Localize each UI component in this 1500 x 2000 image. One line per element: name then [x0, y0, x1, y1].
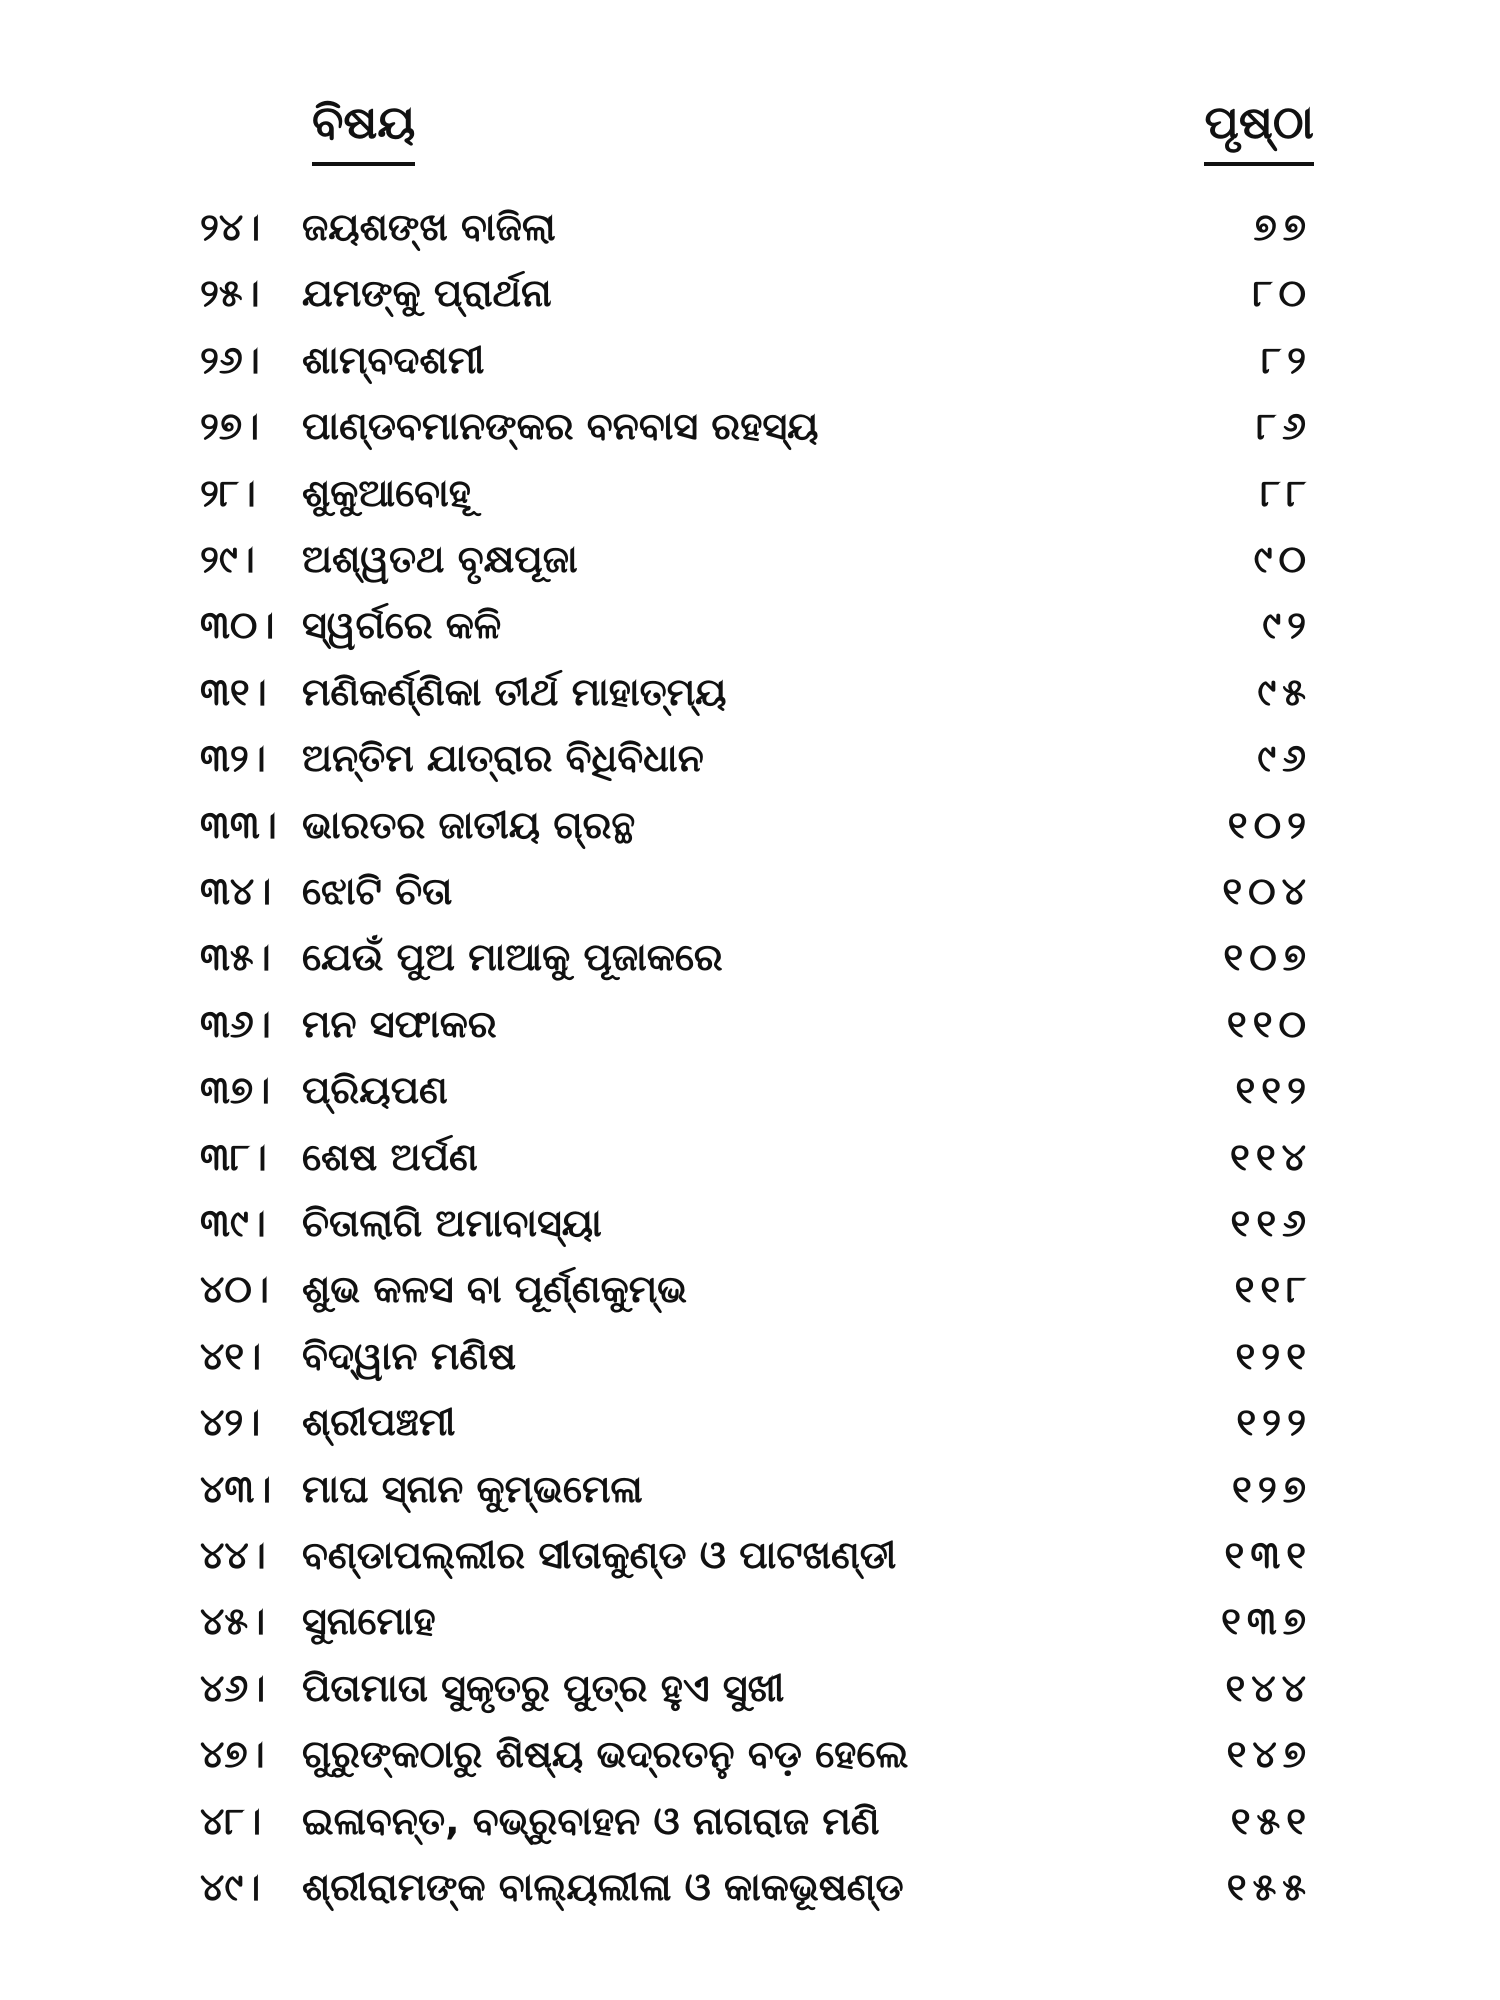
toc-entry-page-number: ୧୧୮	[1234, 1267, 1312, 1311]
toc-entry-page-number: ୮୦	[1252, 271, 1312, 315]
toc-entry-number: ୪୩।	[200, 1467, 272, 1511]
toc-entry-number: ୪୭।	[200, 1732, 265, 1776]
toc-entry-title: ଶ୍ରୀରାମଙ୍କ ବାଲ୍ୟଲୀଳା ଓ କାକଭୂଷଣ୍ଡ	[302, 1865, 904, 1909]
toc-entry-number: ୨୮।	[200, 471, 256, 515]
toc-entry	[200, 1059, 1312, 1121]
toc-entry-page-number: ୧୩୭	[1221, 1599, 1312, 1643]
toc-entry	[200, 262, 1312, 324]
toc-entry-number: ୩୪।	[200, 869, 272, 913]
toc-entry-title: ବଣ୍ଡାପଲ୍ଲୀର ସୀତାକୁଣ୍ଡ ଓ ପାଟଖଣ୍ଡୀ	[302, 1533, 897, 1577]
toc-entry	[200, 1790, 1312, 1852]
toc-entry	[200, 1192, 1312, 1254]
toc-entry-page-number: ୧୧୨	[1235, 1068, 1312, 1112]
toc-entry-number: ୪୪।	[200, 1533, 266, 1577]
toc-entry-page-number: ୧୧୪	[1230, 1135, 1312, 1179]
toc-entry-number: ୨୫।	[200, 271, 260, 315]
toc-entry-number: ୨୭।	[200, 404, 260, 448]
toc-entry-title: ଚିତାଲାଗି ଅମାବାସ୍ୟା	[302, 1201, 602, 1245]
toc-entry-title: ପିତାମାତା ସୁକୃତରୁ ପୁତ୍ର ହୁଏ ସୁଖୀ	[302, 1666, 785, 1710]
toc-entry-page-number: ୧୨୨	[1236, 1400, 1312, 1444]
toc-entry-number: ୩୨।	[200, 736, 266, 780]
toc-entry-page-number: ୧୪୪	[1225, 1666, 1312, 1710]
toc-entry-page-number: ୧୪୭	[1226, 1732, 1312, 1776]
toc-entry-title: ମଣିକର୍ଣ୍ଣିକା ତୀର୍ଥ ମାହାତ୍ମ୍ୟ	[302, 670, 727, 714]
toc-entry-number: ୪୨।	[200, 1400, 261, 1444]
toc-entry	[200, 1458, 1312, 1520]
toc-entry-page-number: ୧୦୨	[1227, 803, 1312, 847]
toc-entry-page-number: ୧୩୧	[1224, 1533, 1312, 1577]
toc-entry-title: ମନ ସଫାକର	[302, 1002, 497, 1046]
toc-entry-title: ଯେଉଁ ପୁଅ ମାଆକୁ ପୂଜାକରେ	[302, 935, 723, 979]
toc-entry-number: ୪୮।	[200, 1799, 262, 1843]
toc-entry-page-number: ୧୫୧	[1230, 1799, 1312, 1843]
toc-entry-page-number: ୧୦୪	[1222, 869, 1312, 913]
toc-entry-number: ୨୯।	[200, 537, 255, 581]
toc-entry-page-number: ୭୭	[1253, 205, 1312, 249]
toc-entry-title: ଶ୍ରୀପଞ୍ଚମୀ	[302, 1400, 456, 1444]
toc-entry-title: ଅନ୍ତିମ ଯାତ୍ରାର ବିଧିବିଧାନ	[302, 736, 704, 780]
toc-entry	[200, 926, 1312, 988]
toc-entry-title: ପାଣ୍ଡବମାନଙ୍କର ବନବାସ ରହସ୍ୟ	[302, 404, 819, 448]
toc-entry	[200, 528, 1312, 590]
toc-entry-title: ଇଳାବନ୍ତ, ବଭ୍ରୁବାହନ ଓ ନାଗରାଜ ମଣି	[302, 1799, 880, 1843]
toc-entry-number: ୪୬।	[200, 1666, 266, 1710]
toc-entry-title: ଗୁରୁଙ୍କଠାରୁ ଶିଷ୍ୟ ଭଦ୍ରତନୁ ବଡ଼ ହେଲେ	[302, 1732, 909, 1776]
toc-entry-title: ବିଦ୍ୱାନ ମଣିଷ	[302, 1334, 517, 1378]
toc-entry-number: ୨୬।	[200, 338, 260, 382]
toc-entry-title: ଶୁଭ କଳସ ବା ପୂର୍ଣ୍ଣକୁମ୍ଭ	[302, 1267, 688, 1311]
toc-entry-number: ୩୯।	[200, 1201, 266, 1245]
toc-entry-page-number: ୯୨	[1262, 603, 1312, 647]
toc-entry-title: ଶାମ୍ବଦଶମୀ	[302, 338, 485, 382]
toc-entry-number: ୪୧।	[200, 1334, 262, 1378]
toc-entry	[200, 993, 1312, 1055]
toc-entry-number: ୩୮।	[200, 1135, 267, 1179]
toc-entry	[200, 1657, 1312, 1719]
toc-entry-title: ଭାରତର ଜାତୀୟ ଗ୍ରନ୍ଥ	[302, 803, 636, 847]
toc-entry	[200, 727, 1312, 789]
toc-entry-page-number: ୯୬	[1257, 736, 1312, 780]
toc-entry-page-number: ୮୬	[1256, 404, 1312, 448]
toc-entry-page-number: ୯୫	[1257, 670, 1312, 714]
toc-entry-title: ଜୟଶଙ୍ଖ ବାଜିଲା	[302, 205, 556, 249]
toc-entry	[200, 1856, 1312, 1918]
toc-entry-page-number: ୧୨୧	[1235, 1334, 1312, 1378]
toc-entry-title: ଝୋଟି ଚିତା	[302, 869, 453, 913]
toc-entry-title: ଅଶ୍ୱତଥ ବୃକ୍ଷପୂଜା	[302, 537, 578, 581]
toc-entry	[200, 1325, 1312, 1387]
toc-entry	[200, 794, 1312, 856]
toc-entry-number: ୩୩।	[200, 803, 277, 847]
toc-entry	[200, 329, 1312, 391]
toc-entry-title: ସୁନାମୋହ	[302, 1599, 436, 1643]
toc-entry	[200, 860, 1312, 922]
toc-entry	[200, 196, 1312, 258]
toc-entry	[200, 395, 1312, 457]
toc-entry-title: ଶୁକୁଆବୋହୂ	[302, 471, 471, 515]
toc-entry-number: ୩୫।	[200, 935, 271, 979]
toc-entry-page-number: ୧୫୫	[1226, 1865, 1312, 1909]
toc-entry-page-number: ୧୧୦	[1226, 1002, 1312, 1046]
toc-entry-title: ଯମଙ୍କୁ ପ୍ରାର୍ଥନା	[302, 271, 552, 315]
toc-entry-title: ସ୍ୱର୍ଗରେ କଳି	[302, 603, 502, 647]
toc-entry	[200, 1524, 1312, 1586]
toc-entry	[200, 1126, 1312, 1188]
toc-entry-title: ଶେଷ ଅର୍ପଣ	[302, 1135, 478, 1179]
toc-entry	[200, 1258, 1312, 1320]
toc-entry-page-number: ୯୦	[1253, 537, 1312, 581]
toc-entry-number: ୪୯।	[200, 1865, 261, 1909]
toc-entry	[200, 1723, 1312, 1785]
page-column-header: ପୃଷ୍ଠା	[1204, 92, 1314, 166]
toc-entry-number: ୩୦।	[200, 603, 275, 647]
toc-entry-number: ୪୫।	[200, 1599, 266, 1643]
toc-entry	[200, 594, 1312, 656]
toc-entry-number: ୩୬।	[200, 1002, 271, 1046]
toc-entry-page-number: ୧୦୭	[1223, 935, 1312, 979]
toc-entry	[200, 661, 1312, 723]
toc-entry-page-number: ୧୨୭	[1232, 1467, 1312, 1511]
toc-entry-number: ୨୪।	[200, 205, 261, 249]
toc-entry-number: ୩୧।	[200, 670, 267, 714]
toc-entry-page-number: ୧୧୬	[1230, 1201, 1312, 1245]
toc-entry-number: ୪୦।	[200, 1267, 269, 1311]
toc-entry-page-number: ୮୨	[1261, 338, 1312, 382]
subject-column-header: ବିଷୟ	[312, 92, 415, 166]
toc-entry-title: ମାଘ ସ୍ନାନ କୁମ୍ଭମେଳା	[302, 1467, 643, 1511]
toc-entry-number: ୩୭।	[200, 1068, 271, 1112]
toc-entry-page-number: ୮୮	[1260, 471, 1312, 515]
toc-entry	[200, 1590, 1312, 1652]
toc-entry	[200, 462, 1312, 524]
toc-entry	[200, 1391, 1312, 1453]
toc-entry-title: ପ୍ରିୟପଣ	[302, 1068, 448, 1112]
